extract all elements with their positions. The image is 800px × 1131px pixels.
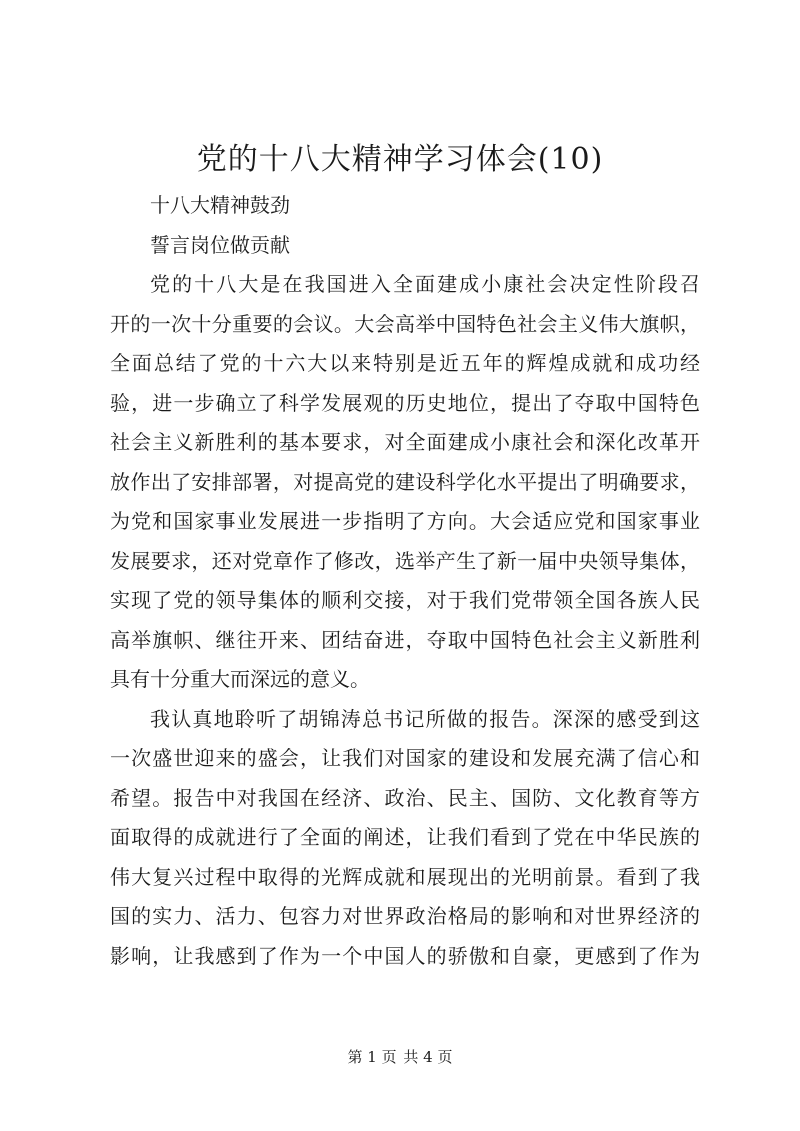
paragraph-line: 放作出了安排部署，对提高党的建设科学化水平提出了明确要求， [110,469,700,494]
paragraph-line: 全面总结了党的十六大以来特别是近五年的辉煌成就和成功经 [110,351,700,375]
paragraph-line: 发展要求，还对党章作了修改，选举产生了新一届中央领导集体， [110,548,700,573]
document-body [110,186,700,976]
paragraph-line: 我认真地聆听了胡锦涛总书记所做的报告。深深的感受到这 [150,706,700,731]
document-title: 党的十八大精神学习体会(10) [196,142,604,177]
paragraph-line: 验，进一步确立了科学发展观的历史地位，提出了夺取中国特色 [110,390,700,415]
paragraph-line: 为党和国家事业发展进一步指明了方向。大会适应党和国家事业 [110,509,700,533]
paragraph [110,265,700,700]
page-footer [0,1046,800,1068]
paragraph-line: 面取得的成就进行了全面的阐述，让我们看到了党在中华民族的 [110,825,700,849]
paragraph [110,700,700,977]
paragraph-line: 高举旗帜、继往开来、团结奋进，夺取中国特色社会主义新胜利 [110,627,700,652]
paragraph-line: 希望。报告中对我国在经济、政治、民主、国防、文化教育等方 [110,785,700,810]
page-number: 第 1 页 [347,1048,397,1066]
paragraph-line: 实现了党的领导集体的顺利交接，对于我们党带领全国各族人民 [110,588,700,612]
paragraph-line: 一次盛世迎来的盛会，让我们对国家的建设和发展充满了信心和 [110,746,700,770]
paragraph-line: 党的十八大是在我国进入全面建成小康社会决定性阶段召 [150,272,700,296]
paragraph-line: 具有十分重大而深远的意义。 [110,667,370,691]
page-total: 共 4 页 [403,1048,453,1066]
paragraph-line: 开的一次十分重要的会议。大会高举中国特色社会主义伟大旗帜， [110,311,700,336]
paragraph-line: 国的实力、活力、包容力对世界政治格局的影响和对世界经济的 [110,904,700,928]
subtitle-line: 十八大精神鼓劲 [150,193,290,217]
subtitle-line: 誓言岗位做贡献 [150,232,290,257]
paragraph-line: 伟大复兴过程中取得的光辉成就和展现出的光明前景。看到了我 [110,864,700,889]
paragraph-line: 影响，让我感到了作为一个中国人的骄傲和自豪，更感到了作为 [110,943,700,968]
paragraph-line: 社会主义新胜利的基本要求，对全面建成小康社会和深化改革开 [110,430,700,454]
